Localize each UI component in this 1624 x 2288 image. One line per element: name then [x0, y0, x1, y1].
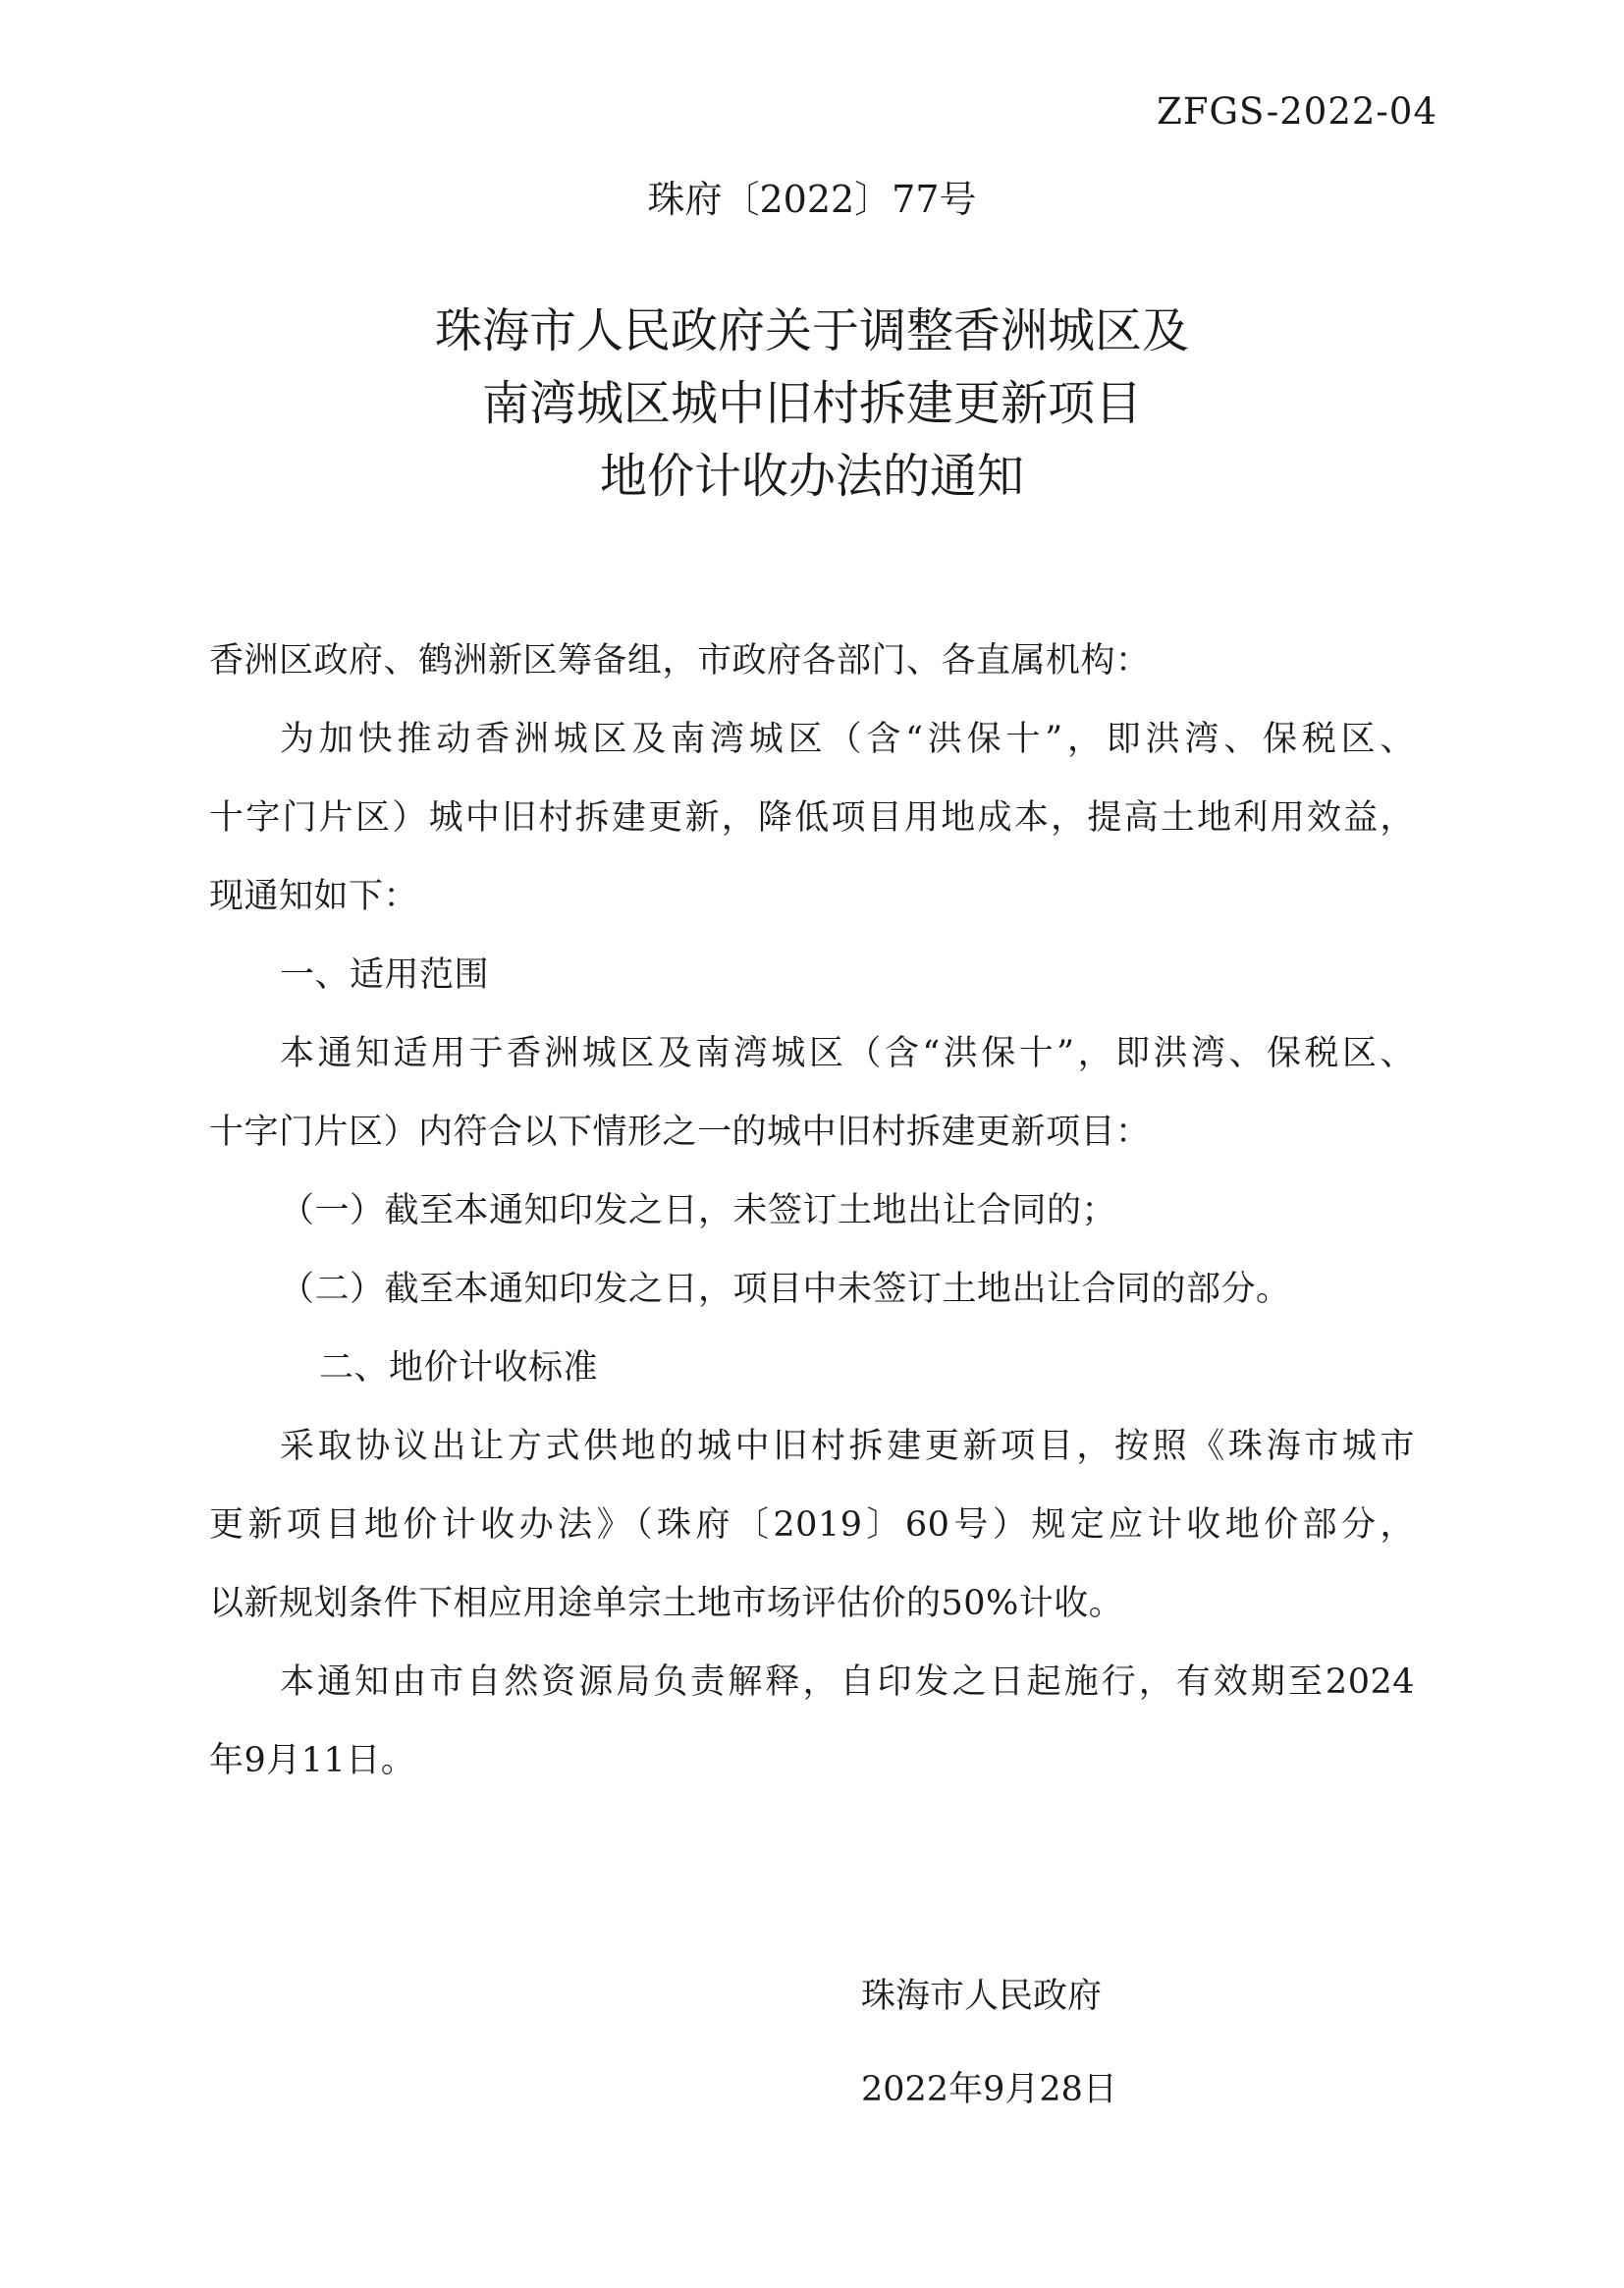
- section2-heading: 二、地价计收标准: [319, 1348, 599, 1388]
- addressee: 香洲区政府、鹤洲新区筹备组，市政府各部门、各直属机构：: [209, 641, 1151, 681]
- intro-line-2: 十字门片区）城中旧村拆建更新，降低项目用地成本，提高土地利用效益，: [209, 798, 1415, 838]
- section1-line-1: 本通知适用于香洲城区及南湾城区（含“洪保十”，即洪湾、保税区、: [280, 1034, 1415, 1073]
- section2-line-1: 采取协议出让方式供地的城中旧村拆建更新项目，按照《珠海市城市: [280, 1427, 1415, 1466]
- section1-heading: 一、适用范围: [280, 955, 490, 995]
- title-line-2: 南湾城区城中旧村拆建更新项目: [481, 376, 1142, 431]
- section2-line-3: 以新规划条件下相应用途单宗土地市场评估价的50%计收。: [209, 1584, 1124, 1623]
- closing-line-2: 年9月11日。: [209, 1741, 416, 1780]
- document-code: ZFGS-2022-04: [1157, 90, 1437, 133]
- section2-line-2: 更新项目地价计收办法》（珠府〔2019〕60号）规定应计收地价部分，: [209, 1505, 1415, 1545]
- closing-line-1: 本通知由市自然资源局负责解释，自印发之日起施行，有效期至2024: [280, 1662, 1415, 1702]
- item-2: （二）截至本通知印发之日，项目中未签订土地出让合同的部分。: [280, 1270, 1291, 1309]
- document-number: 珠府〔2022〕77号: [647, 178, 977, 221]
- intro-line-3: 现通知如下：: [209, 877, 419, 916]
- document-title: [0, 295, 1624, 513]
- item-1: （一）截至本通知印发之日，未签订土地出让合同的；: [280, 1191, 1117, 1230]
- signature-date: 2022年9月28日: [861, 2070, 1117, 2109]
- intro-line-1: 为加快推动香洲城区及南湾城区（含“洪保十”，即洪湾、保税区、: [280, 720, 1415, 759]
- title-line-1: 珠海市人民政府关于调整香洲城区及: [434, 303, 1189, 358]
- signature-issuer: 珠海市人民政府: [861, 1977, 1103, 2016]
- title-line-3: 地价计收办法的通知: [599, 449, 1024, 504]
- section1-line-2: 十字门片区）内符合以下情形之一的城中旧村拆建更新项目：: [209, 1113, 1151, 1152]
